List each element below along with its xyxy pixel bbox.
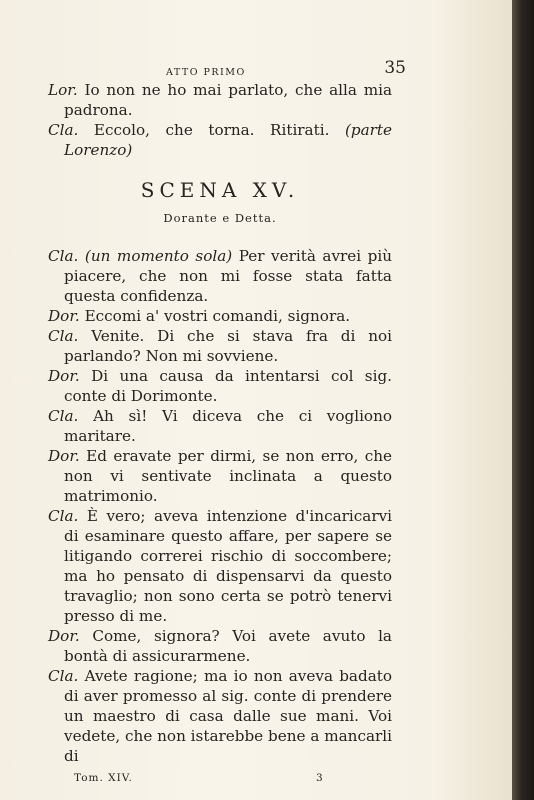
running-title: ATTO PRIMO — [166, 67, 246, 78]
page-footer — [48, 768, 392, 788]
sheet-mark: 3 — [316, 772, 323, 784]
speech-line — [48, 666, 392, 766]
scene-heading: SCENA XV. — [140, 178, 300, 202]
speech-text: Di una causa da intentarsi col sig. conte di Dorimonte. — [64, 367, 393, 405]
speaker-label: Dor. — [48, 367, 80, 385]
speaker-label: Cla. — [48, 327, 79, 345]
scene-characters: Dorante e Detta. — [163, 211, 277, 225]
running-header — [48, 58, 406, 80]
volume-signature: Tom. XIV. — [74, 772, 133, 784]
speech-line — [48, 446, 392, 506]
speaker-label: Dor. — [48, 307, 80, 325]
speech-text: Avete ragione; ma io non aveva badato di aver promesso al sig. conte di prendere un maestro di casa dalle sue mani. Voi vedete, che non istarebbe bene a mancarli di — [64, 667, 393, 765]
speech-text: Ah sì! Vi diceva che ci vogliono maritare. — [64, 407, 393, 445]
book-spine-edge — [512, 0, 534, 800]
speech-line — [48, 326, 392, 366]
page-number: 35 — [384, 58, 406, 78]
speech-line — [48, 626, 392, 666]
stage-direction: (parte Lorenzo) — [64, 121, 393, 159]
speaker-label: Cla. — [48, 247, 79, 265]
speech-line — [48, 80, 392, 120]
speech-line — [48, 406, 392, 446]
speaker-label: Lor. — [48, 81, 78, 99]
page-text — [48, 58, 406, 788]
speech-text: Io non ne ho mai parlato, che alla mia padrona. — [64, 81, 393, 119]
speaker-label: Cla. — [48, 667, 79, 685]
speech-line — [48, 246, 392, 306]
speaker-label: Dor. — [48, 447, 80, 465]
speaker-label: Dor. — [48, 627, 80, 645]
speech-line — [48, 306, 392, 326]
speech-text: Come, signora? Voi avete avuto la bontà di assicurarmene. — [64, 627, 392, 665]
speech-line — [48, 366, 392, 406]
speech-text: Eccomi a' vostri comandi, signora. — [84, 307, 351, 325]
speech-text: Eccolo, che torna. Ritirati. — [93, 121, 330, 139]
stage-direction: (un momento sola) — [84, 247, 233, 265]
speech-line — [48, 120, 392, 160]
speech-line — [48, 506, 392, 626]
speaker-label: Cla. — [48, 507, 79, 525]
speaker-label: Cla. — [48, 407, 79, 425]
speaker-label: Cla. — [48, 121, 79, 139]
speech-text: Ed eravate per dirmi, se non erro, che non vi sentivate inclinata a questo matrimonio. — [64, 447, 393, 505]
speech-text: Per verità avrei più piacere, che non mi fosse stata fatta questa confidenza. — [64, 247, 393, 305]
speech-text: È vero; aveva intenzione d'incaricarvi di esaminare questo affare, per sapere se litigando correrei rischio di soccombere; ma ho pensato di dispensarvi da questo travaglio; non sono certa se potrò tenervi presso di me. — [64, 507, 393, 625]
speech-text: Venite. Di che si stava fra di noi parlando? Non mi sovviene. — [64, 327, 393, 365]
